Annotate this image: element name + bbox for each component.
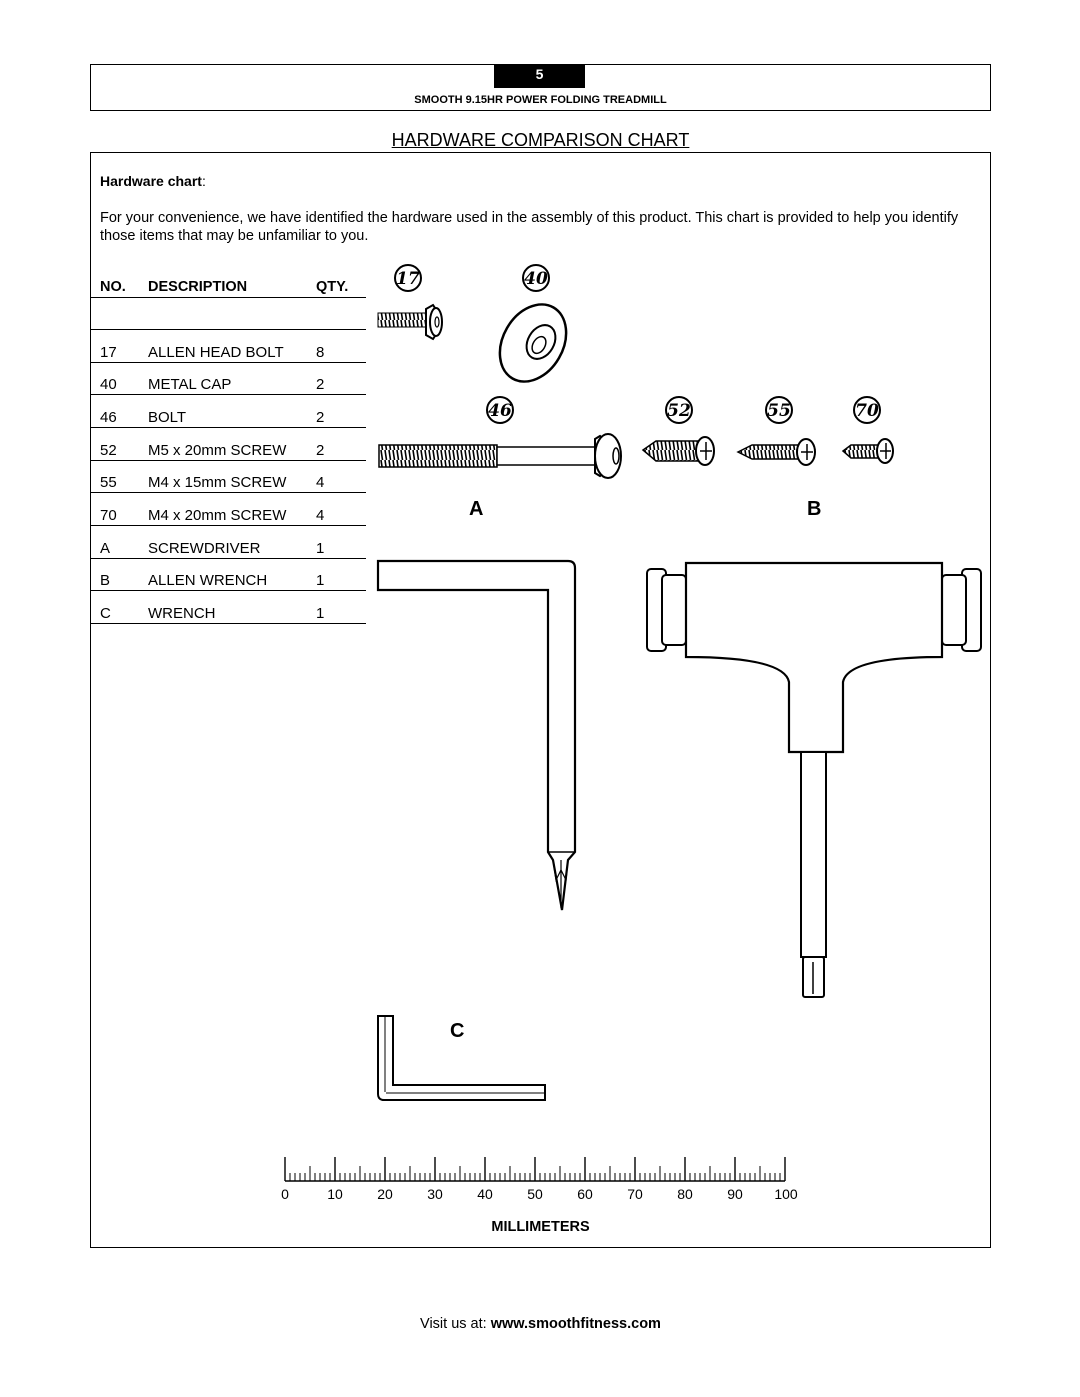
row-qty: 4 — [316, 507, 325, 524]
column-header-no: NO. — [100, 279, 126, 295]
row-no: 52 — [100, 442, 117, 459]
row-description: WRENCH — [148, 605, 216, 622]
part-badge-40 — [523, 265, 549, 291]
m5-screw-icon — [643, 437, 714, 465]
ruler-tick-label: 10 — [327, 1186, 343, 1202]
row-qty: 1 — [316, 605, 325, 622]
chart-heading-colon: : — [201, 173, 206, 189]
badge-label: 52 — [667, 401, 691, 421]
tool-letter-a: A — [469, 498, 484, 520]
row-qty: 1 — [316, 540, 325, 557]
badge-label: 55 — [767, 401, 791, 421]
ruler-tick-label: 50 — [527, 1186, 543, 1202]
row-qty: 8 — [316, 344, 325, 361]
badge-label: 17 — [396, 269, 420, 289]
row-description: M5 x 20mm SCREW — [148, 442, 287, 459]
ruler-unit-label: MILLIMETERS — [491, 1219, 590, 1235]
ruler-tick-label: 40 — [477, 1186, 493, 1202]
ruler-tick-label: 20 — [377, 1186, 393, 1202]
part-badge-70 — [854, 397, 880, 423]
row-no: 70 — [100, 507, 117, 524]
row-no: 55 — [100, 474, 117, 491]
tool-letter-c: C — [450, 1020, 465, 1042]
row-qty: 2 — [316, 442, 325, 459]
row-description: METAL CAP — [148, 376, 232, 393]
metal-cap-icon — [487, 292, 580, 393]
intro-text: For your convenience, we have identified the hardware used in the assembly of this product. This chart is provided to help you identify those items that may be unfamiliar to you. — [100, 210, 959, 244]
badge-label: 46 — [488, 401, 512, 421]
ruler-tick-label: 30 — [427, 1186, 443, 1202]
row-description: BOLT — [148, 409, 187, 426]
m4-20mm-screw-icon — [843, 439, 893, 463]
row-description: M4 x 20mm SCREW — [148, 507, 287, 524]
row-description: ALLEN WRENCH — [148, 572, 268, 589]
part-badge-17 — [395, 265, 421, 291]
ruler-tick-label: 60 — [577, 1186, 593, 1202]
row-qty: 2 — [316, 376, 325, 393]
ruler-tick-label: 100 — [774, 1186, 798, 1202]
tool-letter-b: B — [807, 498, 822, 520]
millimeter-ruler — [285, 1157, 785, 1181]
row-no: 46 — [100, 409, 117, 426]
row-no: 17 — [100, 344, 117, 361]
row-qty: 4 — [316, 474, 325, 491]
section-title: HARDWARE COMPARISON CHART — [391, 130, 690, 150]
row-description: ALLEN HEAD BOLT — [148, 344, 284, 361]
page-number: 5 — [494, 64, 585, 88]
ruler-tick-label: 80 — [677, 1186, 693, 1202]
footer — [90, 1316, 991, 1332]
long-bolt-icon — [379, 434, 621, 478]
row-no: C — [100, 605, 111, 622]
part-badge-55 — [766, 397, 792, 423]
chart-heading-label: Hardware chart — [100, 173, 202, 189]
allen-head-bolt-icon — [378, 305, 442, 339]
part-badge-52 — [666, 397, 692, 423]
header-title: SMOOTH 9.15HR POWER FOLDING TREADMILL — [414, 94, 667, 106]
ruler-tick-label: 0 — [281, 1186, 289, 1202]
row-qty: 2 — [316, 409, 325, 426]
footer-url: www.smoothfitness.com — [490, 1316, 661, 1332]
footer-prefix: Visit us at: — [420, 1316, 491, 1332]
badge-label: 40 — [524, 269, 548, 289]
screwdriver-icon — [378, 561, 575, 910]
part-badge-46 — [487, 397, 513, 423]
row-qty: 1 — [316, 572, 325, 589]
row-description: SCREWDRIVER — [148, 540, 261, 557]
ruler-tick-label: 90 — [727, 1186, 743, 1202]
ruler-tick-label: 70 — [627, 1186, 643, 1202]
m4-15mm-screw-icon — [738, 439, 815, 465]
row-no: B — [100, 572, 111, 589]
row-no: A — [100, 540, 111, 557]
t-handle-wrench-icon — [647, 563, 981, 997]
column-header-description: DESCRIPTION — [148, 279, 248, 295]
column-header-qty: QTY. — [316, 279, 349, 295]
row-description: M4 x 15mm SCREW — [148, 474, 287, 491]
row-no: 40 — [100, 376, 117, 393]
badge-label: 70 — [855, 401, 879, 421]
